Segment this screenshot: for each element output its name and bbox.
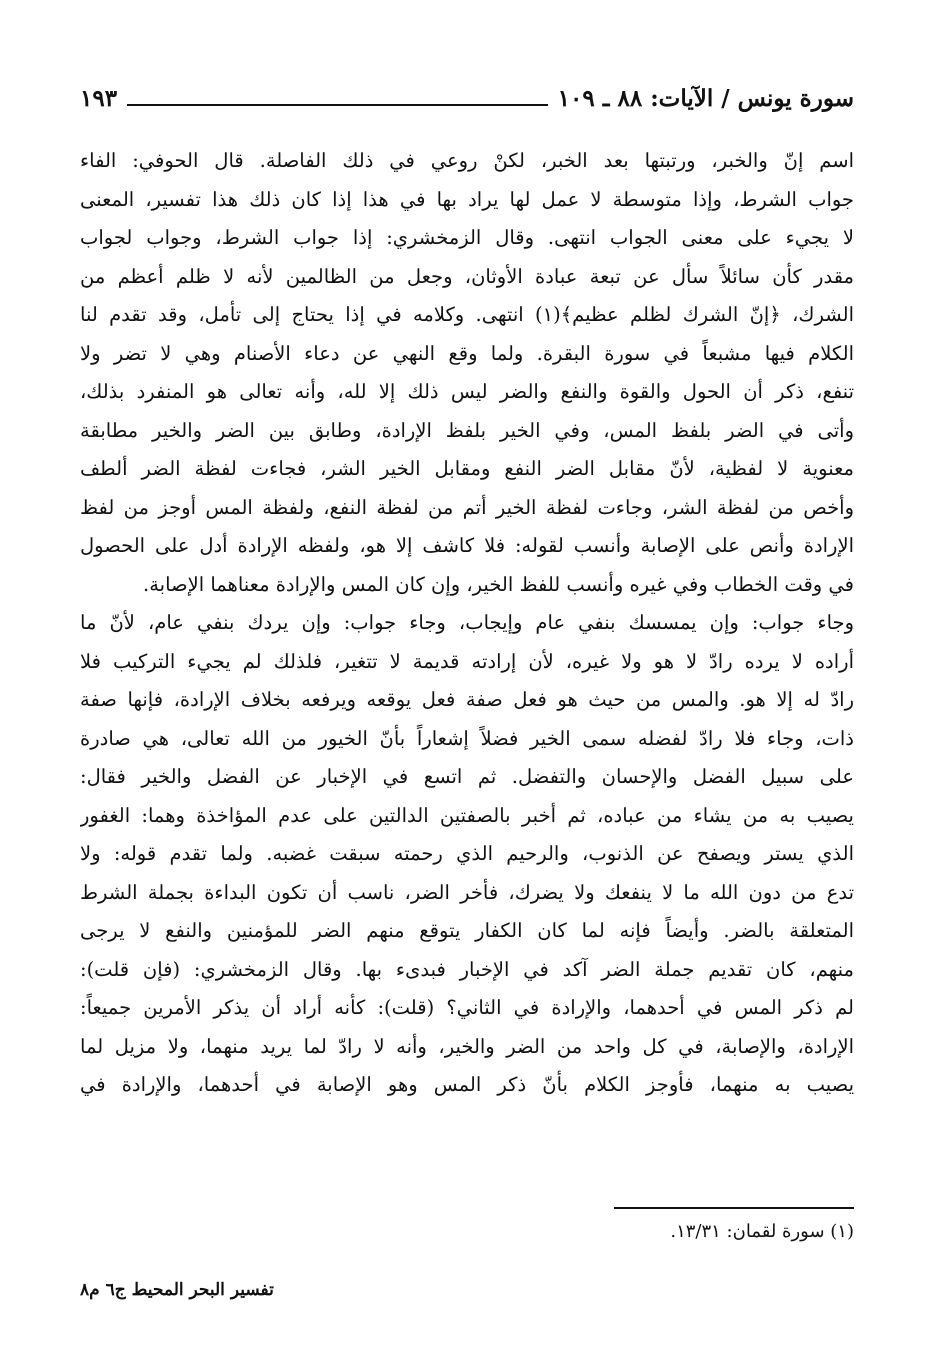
text-line: جواب الشرط، وإذا متوسطة لا عمل لها يراد بها في هذا إذا كان ذلك هذا تفسير، المعنى bbox=[80, 187, 854, 211]
footnote: (١) سورة لقمان: ١٣/٣١. bbox=[670, 1221, 854, 1242]
text-line: ذات، وجاء فلا رادّ لفضله سمى الخير فضلاً إشعاراً بأنّ الخيور من الله تعالى، هي صادرة bbox=[80, 726, 854, 750]
text-line: منهم، كان تقديم جملة الضر آكد في الإخبار فبدىء بها. وقال الزمخشري: (فإن قلت): bbox=[80, 957, 854, 981]
text-line: أراده لا يرده رادّ لا هو ولا غيره، لأن إرادته قديمة لا تتغير، فلذلك لم يجيء التركيب فلا bbox=[80, 649, 854, 673]
text-line: تنفع، ذكر أن الحول والقوة والنفع والضر ليس ذلك إلا لله، وأنه تعالى هو المنفرد بذلك، bbox=[80, 380, 854, 403]
text-line: مقدر كأن سائلاً سأل عن تبعة عبادة الأوثان، وجعل من الظالمين لأنه لا ظلم أعظم من bbox=[80, 264, 854, 288]
text-line: يصيب به منهما، فأوجز الكلام بأنّ ذكر المس وهو الإصابة في أحدهما، والإرادة في bbox=[80, 1073, 854, 1096]
text-line: اسم إنّ والخبر، ورتبتها بعد الخبر، لكنْ روعي في ذلك الفاصلة. قال الحوفي: الفاء bbox=[80, 149, 854, 172]
text-line: المتعلقة بالضر. وأيضاً فإنه لما كان الكفار يتوقع منهم الضر للمؤمنين والنفع لا يرجى bbox=[80, 919, 854, 942]
text-line: الكلام فيها مشبعاً في سورة البقرة. ولما وقع النهي عن دعاء الأصنام وهي لا تضر ولا bbox=[80, 341, 854, 365]
text-line: وأتى في الضر بلفظ المس، وفي الخير بلفظ الإرادة، وطابق بين الضر والخير مطابقة bbox=[80, 418, 854, 442]
chapter-title: سورة يونس / الآيات: ٨٨ ـ ١٠٩ bbox=[557, 85, 854, 112]
text-line: الذي يستر ويصفح عن الذنوب، والرحيم الذي رحمته سبقت غضبه. ولما تقدم قوله: ولا bbox=[80, 842, 854, 865]
text-line: تدع من دون الله ما لا ينفعك ولا يضرك، فأخر الضر، ناسب أن تكون البداءة بجملة الشرط bbox=[80, 880, 854, 904]
footnote-rule bbox=[614, 1207, 854, 1209]
text-line: يصيب به من يشاء من عباده، ثم أخبر بالصفتين الدالتين على عدم المؤاخذة وهما: الغفور bbox=[80, 803, 854, 827]
running-header bbox=[80, 76, 854, 110]
body-text bbox=[80, 142, 854, 1105]
text-line: لم ذكر المس في أحدهما، والإرادة في الثاني؟ (قلت): كأنه أراد أن يذكر الأمرين جميعاً: bbox=[80, 996, 854, 1019]
text-line: لا يجيء على معنى الجواب انتهى. وقال الزمخشري: إذا جواب الشرط، وجواب لجواب bbox=[80, 226, 854, 249]
text-line: الإرادة وأنص على الإصابة وأنسب لقوله: فلا كاشف إلا هو، ولفظه الإرادة أدل على الحصول bbox=[80, 534, 854, 557]
text-line: وأخص من لفظة الشر، وجاءت لفظة الخير أتم من لفظة النفع، ولفظة المس أوجز من لفظ bbox=[80, 495, 854, 519]
text-line: الشرك، ﴿إنّ الشرك لظلم عظيم﴾(١) انتهى. وكلامه في إذا يحتاج إلى تأمل، وقد تقدم لنا bbox=[80, 303, 854, 326]
text-line: في وقت الخطاب وفي غيره وأنسب للفظ الخير، وإن كان المس والإرادة معناهما الإصابة. bbox=[143, 572, 854, 596]
page-number: ١٩٣ bbox=[80, 85, 118, 112]
header-rule bbox=[127, 104, 548, 106]
text-line: رادّ له إلا هو. والمس من حيث هو فعل صفة فعل يوقعه ويرفعه بخلاف الإرادة، فإنها صفة bbox=[80, 688, 854, 711]
book-signature: تفسير البحر المحيط ج٦ م٨ bbox=[80, 1280, 274, 1300]
text-line: الإرادة، والإصابة، في كل واحد من الضر والخير، وأنه لا رادّ لما يريد منهما، ولا مزيل لما bbox=[80, 1034, 854, 1058]
text-line: على سبيل الفضل والإحسان والتفضل. ثم اتسع في الإخبار عن الفضل والخير فقال: bbox=[80, 765, 854, 788]
text-line: وجاء جواب: وإن يمسسك بنفي عام وإيجاب، وجاء جواب: وإن يردك بنفي عام، لأنّ ما bbox=[80, 611, 854, 634]
text-line: معنوية لا لفظية، لأنّ مقابل الضر النفع ومقابل الخير الشر، فجاءت لفظة الضر ألطف bbox=[80, 457, 854, 480]
